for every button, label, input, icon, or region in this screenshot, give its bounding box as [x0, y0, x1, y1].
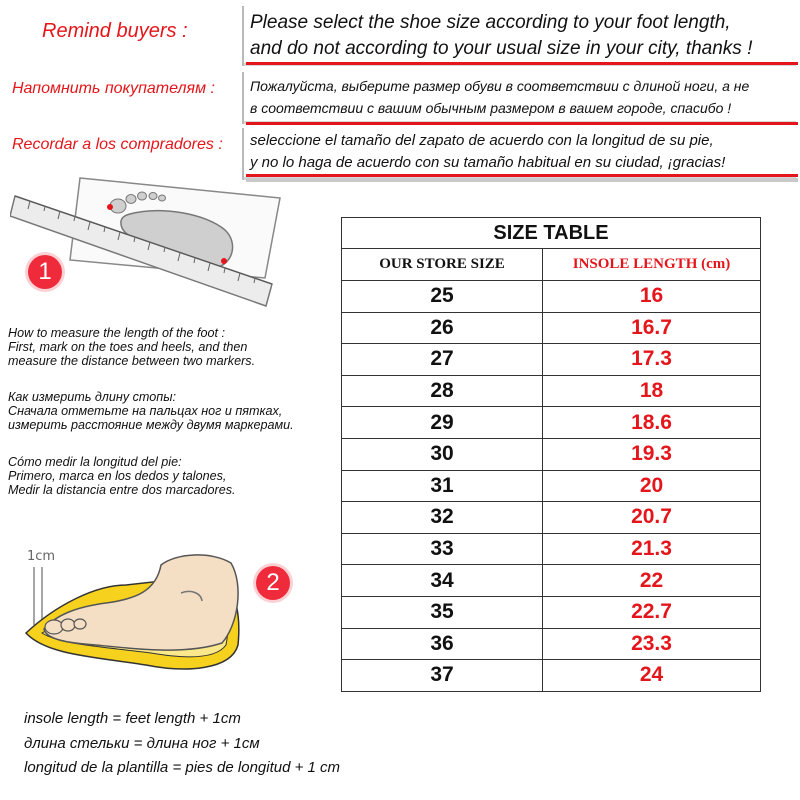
table-row [342, 407, 761, 439]
reminder-box-en [242, 6, 796, 66]
insole-length-cell: 18 [543, 375, 761, 407]
insole-length-cell: 17.3 [543, 344, 761, 376]
size-table-title: SIZE TABLE [342, 218, 761, 249]
reminder-ru-line1: Пожалуйста, выберите размер обуви в соответствии с длиной ноги, а не [250, 78, 750, 94]
underline-es-shadow [246, 178, 798, 182]
table-row [342, 281, 761, 313]
remind-label-es: Recordar a los compradores : [12, 136, 223, 153]
store-size-cell: 28 [342, 375, 543, 407]
insole-length-cell: 18.6 [543, 407, 761, 439]
store-size-cell: 33 [342, 533, 543, 565]
table-row [342, 375, 761, 407]
insole-length-cell: 16 [543, 281, 761, 313]
instruction-ru-2: Сначала отметьте на пальцах ног и пятках, [8, 404, 283, 418]
instruction-en-3: measure the distance between two markers. [8, 354, 256, 368]
reminder-box-ru [242, 72, 796, 124]
store-size-cell: 32 [342, 502, 543, 534]
table-row [342, 312, 761, 344]
reminder-en-line2: and do not according to your usual size in your city, thanks ! [250, 38, 753, 59]
step-2-badge: 2 [256, 566, 290, 600]
store-size-cell: 34 [342, 565, 543, 597]
instructions-en [8, 326, 255, 368]
store-size-cell: 31 [342, 470, 543, 502]
instruction-es-1: Cómo medir la longitud del pie: [8, 455, 182, 469]
table-row [342, 502, 761, 534]
instruction-en-1: How to measure the length of the foot : [8, 326, 226, 340]
store-size-cell: 26 [342, 312, 543, 344]
insole-length-cell: 21.3 [543, 533, 761, 565]
underline-en [246, 62, 798, 65]
store-size-cell: 37 [342, 660, 543, 692]
store-size-cell: 36 [342, 628, 543, 660]
table-row [342, 470, 761, 502]
measure-label: 1cm [27, 549, 56, 564]
store-size-cell: 25 [342, 281, 543, 313]
column-header-insole-length: INSOLE LENGTH (cm) [543, 249, 761, 281]
table-row [342, 438, 761, 470]
formula-en: insole length = feet length + 1cm [24, 710, 241, 727]
store-size-cell: 27 [342, 344, 543, 376]
table-row [342, 344, 761, 376]
table-row [342, 565, 761, 597]
step-1-badge: 1 [28, 255, 62, 289]
instruction-ru-1: Как измерить длину стопы: [8, 390, 176, 404]
table-row [342, 628, 761, 660]
instruction-es-2: Primero, marca en los dedos y talones, [8, 469, 227, 483]
instructions-ru [8, 390, 294, 432]
table-row [342, 596, 761, 628]
insole-length-cell: 22 [543, 565, 761, 597]
reminder-en-line1: Please select the shoe size according to your foot length, [250, 12, 731, 33]
column-header-store-size: OUR STORE SIZE [342, 249, 543, 281]
insole-length-cell: 22.7 [543, 596, 761, 628]
insole-length-cell: 19.3 [543, 438, 761, 470]
store-size-cell: 30 [342, 438, 543, 470]
insole-length-cell: 20.7 [543, 502, 761, 534]
formula-ru: длина стельки = длина ног + 1см [24, 735, 260, 752]
size-table-body [342, 281, 761, 692]
underline-ru [246, 122, 798, 125]
store-size-cell: 29 [342, 407, 543, 439]
underline-es [246, 174, 798, 177]
insole-length-cell: 16.7 [543, 312, 761, 344]
instruction-ru-3: измерить расстояние между двумя маркерами. [8, 418, 294, 432]
insole-length-cell: 20 [543, 470, 761, 502]
table-row [342, 660, 761, 692]
instruction-en-2: First, mark on the toes and heels, and then [8, 340, 248, 354]
size-table [341, 217, 761, 692]
foot-in-insole-icon [16, 545, 251, 685]
remind-label-en: Remind buyers : [42, 20, 188, 42]
reminder-box-es [242, 128, 796, 180]
formula-es: longitud de la plantilla = pies de longitud + 1 cm [24, 759, 341, 776]
instruction-es-3: Medir la distancia entre dos marcadores. [8, 483, 236, 497]
reminder-ru-line2: в соответствии с вашим обычным размером в вашем городе, спасибо ! [250, 100, 732, 116]
instructions-es [8, 455, 236, 497]
store-size-cell: 35 [342, 596, 543, 628]
reminder-es-line2: y no lo haga de acuerdo con su tamaño habitual en su ciudad, ¡gracias! [250, 154, 726, 171]
reminder-es-line1: seleccione el tamaño del zapato de acuerdo con la longitud de su pie, [250, 132, 714, 149]
insole-length-cell: 23.3 [543, 628, 761, 660]
remind-label-ru: Напомнить покупателям : [12, 80, 215, 97]
table-row [342, 533, 761, 565]
ruler-footprint-illustration [10, 168, 285, 318]
insole-length-cell: 24 [543, 660, 761, 692]
